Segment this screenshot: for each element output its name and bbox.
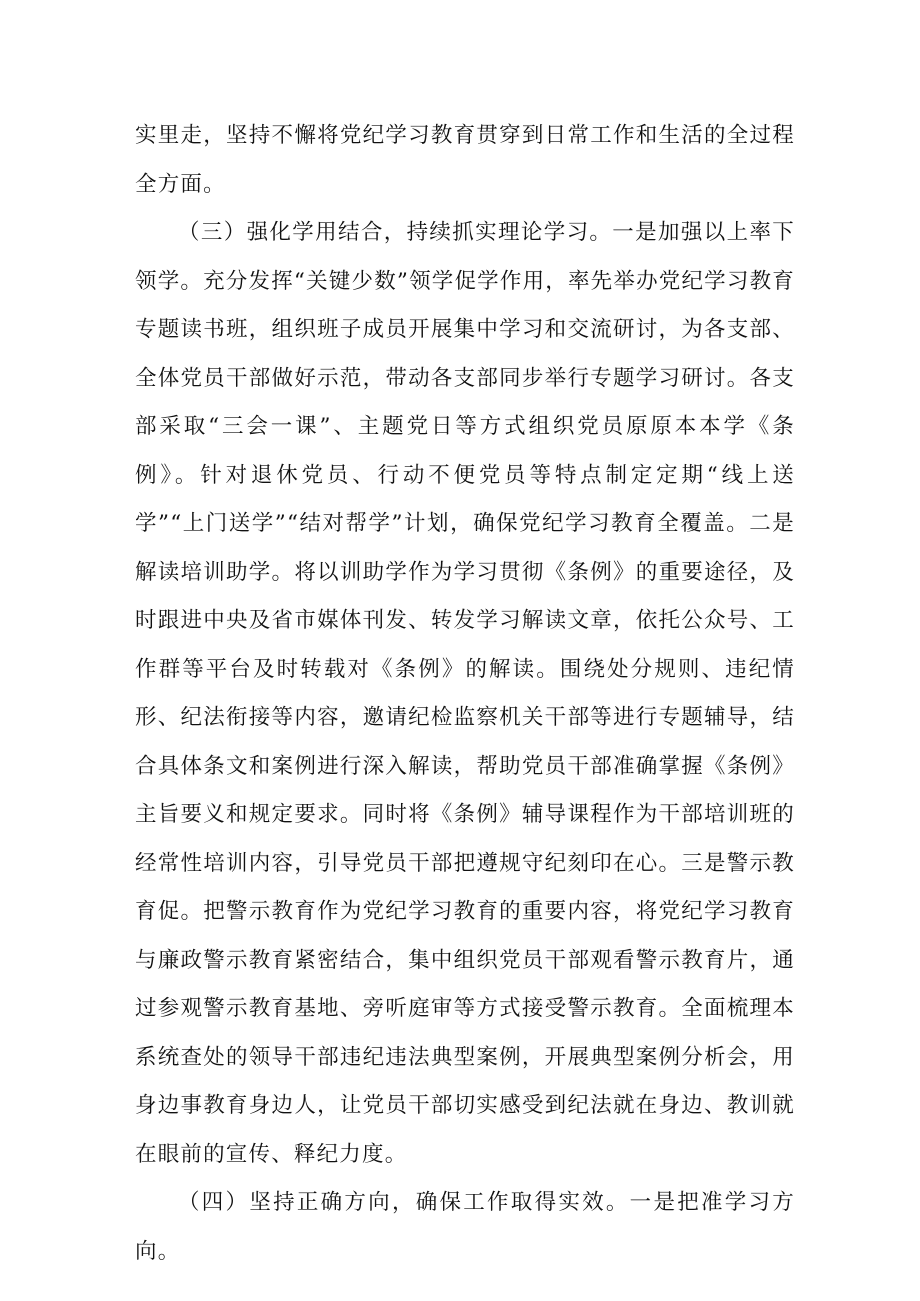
paragraph-section-four: （四）坚持正确方向，确保工作取得实效。一是把准学习方向。 (135, 1190, 795, 1264)
paragraph-section-three: （三）强化学用结合，持续抓实理论学习。一是加强以上率下领学。充分发挥“关键少数”领学促学作用，率先举办党纪学习教育专题读书班，组织班子成员开展集中学习和交流研讨，为各支部、全体党员干部做好示范，带动各支部同步举行专题学习研讨。各支部采取“三会一课”、主题党日等方式组织党员原原本本学《条例》。针对退休党员、行动不便党员等特点制定定期“线上送学”“上门送学”“结对帮学”计划，确保党纪学习教育全覆盖。二是解读培训助学。将以训助学作为学习贯彻《条例》的重要途径，及时跟进中央及省市媒体刊发、转发学习解读文章，依托公众号、工作群等平台及时转载对《条例》的解读。围绕处分规则、违纪情形、纪法衔接等内容，邀请纪检监察机关干部等进行专题辅导，结合具体条文和案例进行深入解读，帮助党员干部准确掌握《条例》主旨要义和规定要求。同时将《条例》辅导课程作为干部培训班的经常性培训内容，引导党员干部把遵规守纪刻印在心。三是警示教育促。把警示教育作为党纪学习教育的重要内容，将党纪学习教育与廉政警示教育紧密结合，集中组织党员干部观看警示教育片，通过参观警示教育基地、旁听庭审等方式接受警示教育。全面梳理本系统查处的领导干部违纪违法典型案例，开展典型案例分析会，用身边事教育身边人，让党员干部切实感受到纪法就在身边、教训就在眼前的宣传、释纪力度。 (135, 220, 795, 1167)
document-body (135, 112, 795, 1276)
paragraph-continuation: 实里走，坚持不懈将党纪学习教育贯穿到日常工作和生活的全过程全方面。 (135, 123, 795, 197)
